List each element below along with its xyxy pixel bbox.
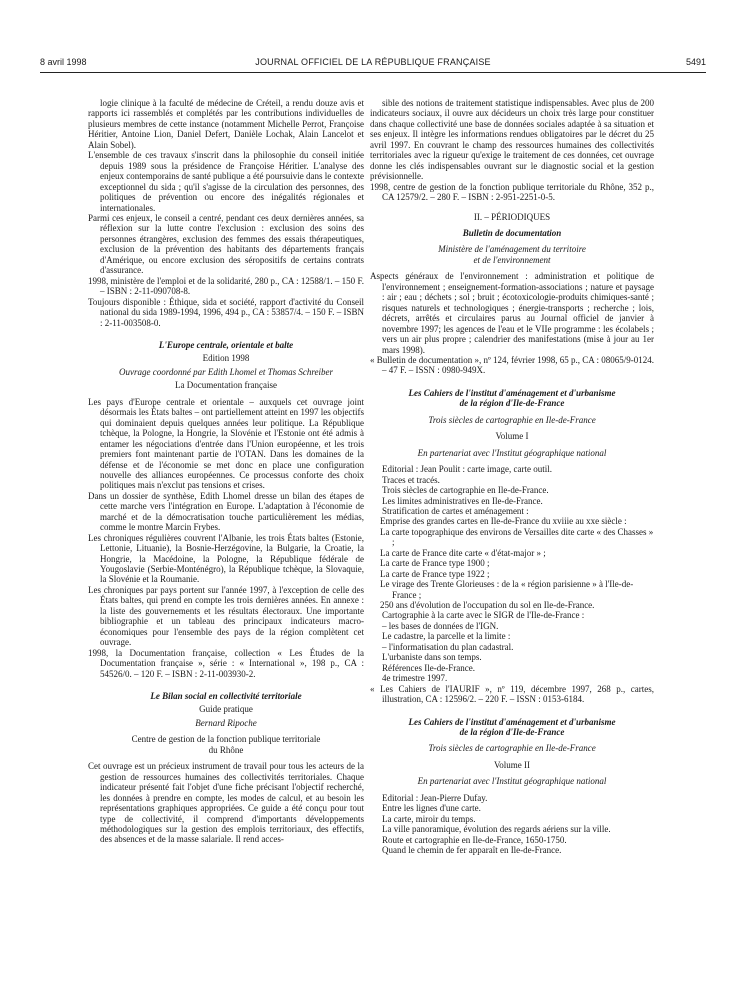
toc-subitem: La carte de France type 1900 ;	[380, 558, 490, 569]
subtitle: Trois siècles de cartographie en Ile-de-France	[428, 743, 596, 754]
toc-item: Route et cartographie en Ile-de-France, 1650-1750.	[382, 834, 567, 845]
header-journal-title: JOURNAL OFFICIEL DE LA RÉPUBLIQUE FRANÇAISE	[255, 57, 491, 67]
toc-item: 4e trimestre 1997.	[382, 673, 448, 684]
header-page-number: 5491	[685, 57, 706, 67]
left-column	[88, 98, 364, 845]
reference: 1998, la Documentation française, collection « Les Études de la Documentation française », série : « International », 198 p., CA : 54526/0. – 120 F. – ISBN : 2-11-003930-2.	[88, 647, 364, 679]
reference: 1998, ministère de l'emploi et de la solidarité, 280 p., CA : 12588/1. – 150 F. – ISBN : 2-11-090708-8.	[88, 275, 364, 297]
periodical-title: de la région d'Ile-de-France	[459, 727, 565, 738]
toc-item: – les bases de données de l'IGN.	[382, 620, 499, 631]
toc-item: Quand le chemin de fer apparaît en Ile-de-France.	[382, 845, 562, 856]
paragraph: logie clinique à la faculté de médecine de Créteil, a rendu douze avis et rapports ici rassemblés et complétés par les contributions individuelles de plusieurs membres de cette instance (notamment Michelle Perrot, Françoise Héritier, Antoine Lion, Daniel Defert, Danièle Lochak, Alain Lancelot et Alain Sobel).	[88, 98, 364, 150]
toc-vol2	[370, 793, 654, 856]
periodical-title: de la région d'Ile-de-France	[459, 398, 565, 409]
toc-item: Stratification de cartes et aménagement :	[382, 505, 529, 516]
volume: Volume II	[493, 759, 531, 770]
toc-item: Le cadastre, la parcelle et la limite :	[382, 631, 511, 642]
section-title: Le Bilan social en collectivité territoriale	[150, 691, 302, 702]
author: Bernard Ripoche	[195, 717, 257, 728]
publisher: La Documentation française	[175, 380, 277, 391]
publisher: du Rhône	[208, 744, 244, 755]
paragraph: Les pays d'Europe centrale et orientale – auxquels cet ouvrage joint désormais les États baltes – ont partiellement atteint en 1997 les objectifs qui dominaient depuis quelques années leur politique. La République tchèque, la Pologne, la Hongrie, la Slovénie et l'Estonie ont été admis à entamer les négociations d'entrée dans l'Union européenne, et les trois premiers font maintenant partie de l'OTAN. Dans les domaines de la défense et de l'économie se met donc en place une configuration nouvelle des alliances européennes. Ce processus conforte des choix politiques mais n'exclut pas tensions et crises.	[88, 396, 364, 491]
toc-subitem: Le virage des Trente Glorieuses : de la « région parisienne » à l'Ile-de-France ;	[380, 579, 634, 600]
header-date: 8 avril 1998	[40, 57, 87, 67]
authors: Ouvrage coordonné par Edith Lhomel et Thomas Schreiber	[118, 366, 334, 377]
toc-item: Entre les lignes d'une carte.	[382, 803, 481, 814]
periodical-title: Les Cahiers de l'institut d'aménagement et d'urbanisme	[408, 716, 616, 727]
paragraph: Les chroniques par pays portent sur l'année 1997, à l'exception de celle des États baltes, qui prend en compte les trois dernières années. En annexe : la liste des gouvernements et les résultats électoraux. Une importante bibliographie et un tableau des principaux indicateurs macro-économiques pour l'ensemble des pays de la région complètent cet ouvrage.	[88, 584, 364, 648]
toc-item: Editorial : Jean-Pierre Dufay.	[382, 792, 488, 803]
toc-vol1	[370, 464, 654, 684]
subtitle: Trois siècles de cartographie en Ile-de-France	[428, 414, 596, 425]
toc-item: L'urbaniste dans son temps.	[382, 652, 482, 663]
paragraph: Les chroniques régulières couvrent l'Albanie, les trois États baltes (Estonie, Lettonie, Lituanie), la Bosnie-Herzégovine, la Bulgarie, la Croatie, la Hongrie, la Macédoine, la Pologne, la République fédérale de Yougoslavie (Serbie-Monténégro), la République tchèque, la Slovaquie, la Slovénie et la Roumanie.	[88, 532, 364, 585]
toc-subitem: Emprise des grandes cartes en Ile-de-France du xviiie au xxe siècle :	[380, 516, 627, 527]
section-title: L'Europe centrale, orientale et balte	[158, 339, 294, 350]
toc-item: Editorial : Jean Poulit : carte image, carte outil.	[382, 464, 552, 475]
partnership: En partenariat avec l'Institut géographique national	[417, 447, 607, 458]
toc-item: Cartographie à la carte avec le SIGR de l'Ile-de-France :	[382, 610, 585, 621]
paragraph: Aspects généraux de l'environnement : administration et politique de l'environnement ; enseignement-formation-associations ; nature et paysage : air ; eau ; déchets ; sol ; bruit ; écotoxicologie-produits chimiques-santé ; risques naturels et technologiques ; énergie-transports ; recherche ; lois, décrets, arrêtés et circulaires parus au Journal officiel de janvier à novembre 1997; les agences de l'eau et le VIIe programme : les écolabels ; vers un air plus propre ; calendrier des manifestations (mise à jour au 1er mars 1998).	[370, 271, 654, 355]
right-column	[370, 98, 654, 856]
paragraph: Parmi ces enjeux, le conseil a centré, pendant ces deux dernières années, sa réflexion sur la lutte contre l'exclusion : exclusion des soins des personnes étrangères, exclusion des femmes des essais thérapeutiques, exclusion de la prévention des habitants des départements français d'Amérique, ou encore exclusion des séropositifs de certains contrats d'assurance.	[88, 212, 364, 276]
ministry: Ministère de l'aménagement du territoire	[438, 244, 586, 255]
toc-subitem: La carte de France type 1922 ;	[380, 568, 490, 579]
reference: 1998, centre de gestion de la fonction publique territoriale du Rhône, 352 p., CA 12579/2. – 280 F. – ISBN : 2-951-2251-0-5.	[370, 181, 654, 203]
ministry: et de l'environnement	[473, 254, 551, 265]
reference: « Les Cahiers de l'IAURIF », nº 119, décembre 1997, 268 p., cartes, illustration, CA : 12596/2. – 220 F. – ISSN : 0153-6184.	[370, 683, 654, 705]
toc-subitem: La carte topographique des environs de Versailles dite carte « des Chasses » ;	[380, 526, 654, 548]
toc-subitem: La carte de France dite carte « d'état-major » ;	[380, 547, 546, 558]
reference: « Bulletin de documentation », nº 124, février 1998, 65 p., CA : 08065/9-0124. – 47 F. – ISSN : 0980-949X.	[370, 354, 655, 376]
toc-item: – l'informatisation du plan cadastral.	[382, 641, 514, 652]
toc-item: Les limites administratives en Ile-de-France.	[382, 495, 543, 506]
toc-item: La ville panoramique, évolution des regards aériens sur la ville.	[382, 824, 611, 835]
volume: Volume I	[495, 431, 529, 442]
subtitle: Guide pratique	[199, 704, 253, 715]
paragraph: L'ensemble de ces travaux s'inscrit dans la philosophie du conseil initiée depuis 1989 sous la présidence de Françoise Héritier. L'analyse des enjeux contemporains de santé publique a été poursuivie dans le contexte exceptionnel du sida ; qu'il s'agisse de la circulation des personnes, des politiques de prévention ou encore des inégalités régionales et internationales.	[88, 150, 364, 213]
toc-item: Traces et tracés.	[382, 474, 440, 485]
periodical-title: Les Cahiers de l'institut d'aménagement et d'urbanisme	[408, 387, 616, 398]
publisher: Centre de gestion de la fonction publique territoriale	[131, 734, 321, 745]
toc-item: La carte, miroir du temps.	[382, 813, 476, 824]
header-rule	[40, 72, 706, 73]
toc-item: Références Ile-de-France.	[382, 662, 475, 673]
paragraph: sible des notions de traitement statistique indispensables. Avec plus de 200 indicateurs sociaux, il ouvre aux décideurs un choix très large pour constituer dans chaque collectivité une base de données sociales adaptée à sa situation et ses enjeux. Il intègre les informations rendues obligatoires par le décret du 25 avril 1997. En couvrant le champ des ressources humaines des collectivités territoriales avec la rigueur qu'exige le traitement de ces données, cet ouvrage donne les clés indispensables ouvrant sur le diagnostic social et la gestion prévisionnelle.	[370, 98, 654, 182]
edition: Edition 1998	[202, 353, 250, 364]
toc-subitem: 250 ans d'évolution de l'occupation du sol en Ile-de-France.	[380, 600, 595, 611]
paragraph: Cet ouvrage est un précieux instrument de travail pour tous les acteurs de la gestion de ressources humaines des collectivités territoriales. Chaque indicateur présenté fait l'objet d'une fiche précisant l'objectif recherché, les données à prendre en compte, les modes de calcul, et au besoin les représentations graphiques appropriées. Ce guide a été conçu pour tout type de collectivité, il comprend d'importants développements méthodologiques sur la gestion des emplois territoriaux, des effectifs, des absences et de la masse salariale. Il rend acces-	[88, 761, 364, 845]
page-header	[40, 57, 706, 71]
part-heading: II. – PÉRIODIQUES	[473, 211, 551, 222]
reference: Toujours disponible : Éthique, sida et société, rapport d'activité du Conseil national du sida 1989-1994, 1996, 494 p., CA : 53857/4. – 150 F. – ISBN : 2-11-003508-0.	[88, 296, 364, 328]
partnership: En partenariat avec l'Institut géographique national	[417, 776, 607, 787]
periodical-title: Bulletin de documentation	[462, 227, 562, 238]
paragraph: Dans un dossier de synthèse, Edith Lhomel dresse un bilan des étapes de cette marche vers l'intégration en Europe. L'adaptation à l'économie de marché et de la démocratisation touche particulièrement les médias, comme le montre Marcin Frybes.	[88, 490, 364, 533]
toc-item: Trois siècles de cartographie en Ile-de-France.	[382, 485, 549, 496]
